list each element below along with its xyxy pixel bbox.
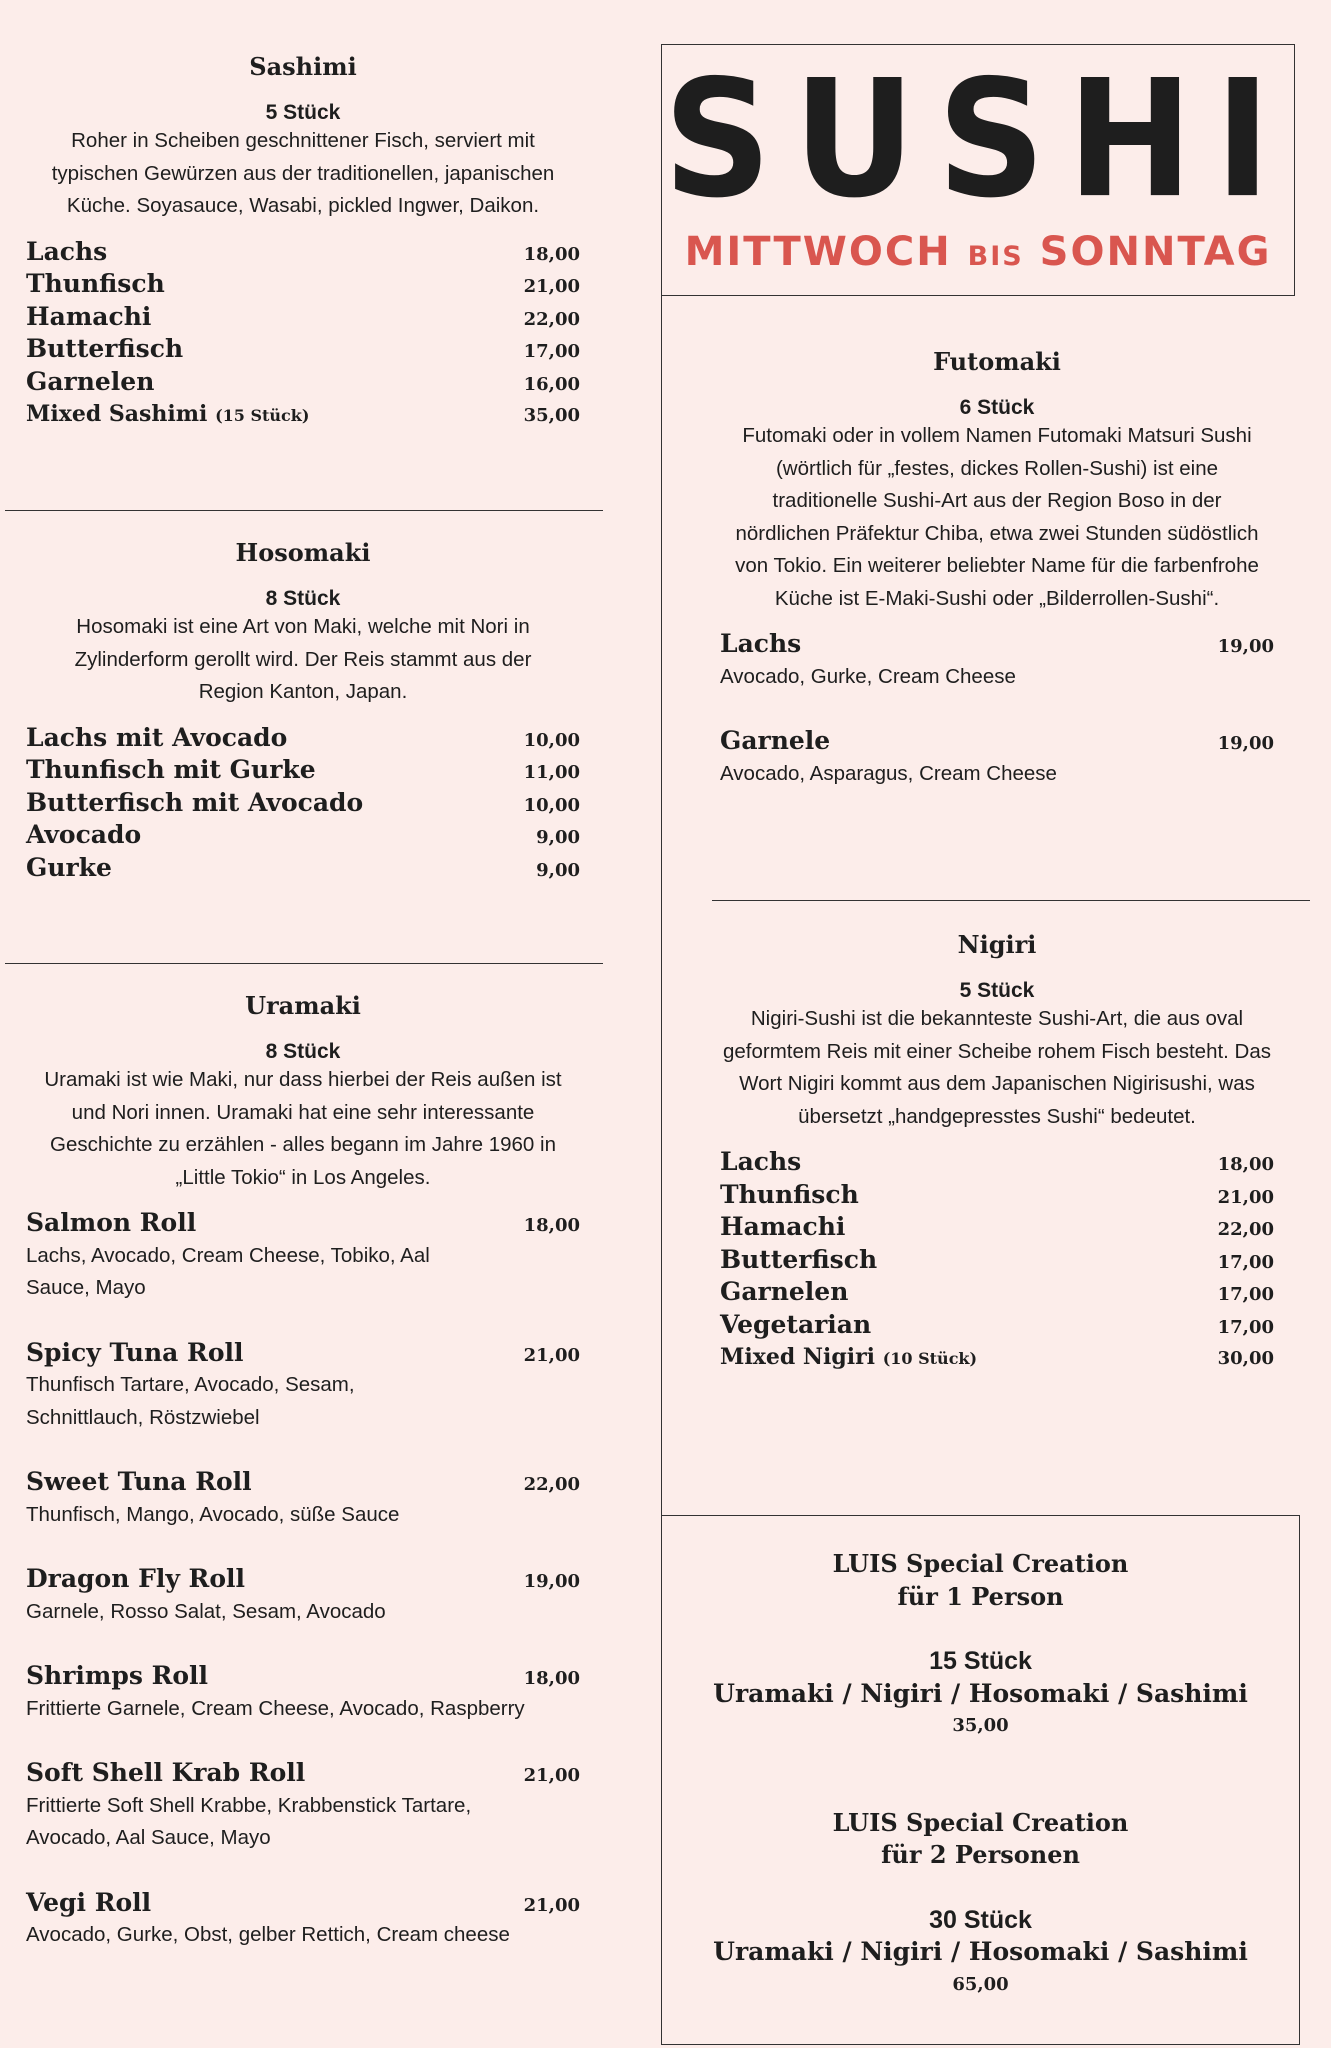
nigiri-section	[720, 930, 1274, 1374]
logo-sub-left: MITTWOCH	[684, 229, 952, 275]
menu-item	[26, 398, 580, 431]
menu-item	[26, 1563, 580, 1628]
item-price: 9,00	[536, 827, 580, 848]
item-name: Avocado	[26, 820, 142, 849]
menu-item	[26, 366, 580, 399]
special-subtitle: für 1 Person	[897, 1581, 1064, 1611]
item-name: Lachs	[720, 629, 802, 658]
section-description: Nigiri-Sushi ist die bekannteste Sushi-Art, die aus oval geformtem Reis mit einer Scheibe rohem Fisch besteht. Das Wort Nigiri kommt aus dem Japanischen Nigirisushi, was übersetzt „handgepresstes Sushi“ bedeutet.	[722, 1007, 1272, 1128]
item-price: 11,00	[523, 762, 580, 783]
section-description: Roher in Scheiben geschnittener Fisch, serviert mit typischen Gewürzen aus der traditionellen, japanischen Küche. Soyasauce, Wasabi, pickled Ingwer, Daikon.	[51, 129, 555, 217]
item-price: 17,00	[1217, 1316, 1274, 1338]
menu-item	[26, 819, 580, 852]
logo-title: SUSHI	[663, 46, 1293, 234]
uramaki-section	[26, 991, 580, 1952]
section-title: Futomaki	[933, 347, 1061, 376]
item-price: 22,00	[1217, 1219, 1274, 1240]
piece-count: 8 Stück	[265, 1040, 341, 1063]
divider	[5, 510, 603, 511]
logo-subtitle	[662, 229, 1294, 275]
item-name: Thunfisch mit Gurke	[26, 755, 316, 784]
menu-item	[26, 1337, 580, 1435]
item-price: 22,00	[523, 308, 580, 330]
item-name: Butterfisch	[26, 334, 184, 363]
section-description: Hosomaki ist eine Art von Maki, welche mit Nori in Zylinderform gerollt wird. Der Reis stammt aus der Region Kanton, Japan.	[74, 615, 532, 703]
logo-box	[661, 44, 1295, 296]
item-name: Lachs	[720, 1147, 802, 1176]
item-price: 10,00	[523, 729, 580, 751]
section-title: Sashimi	[249, 52, 357, 81]
menu-item	[720, 1244, 1274, 1277]
menu-item	[720, 725, 1274, 790]
special-title: LUIS Special Creation	[832, 1549, 1129, 1578]
item-description: Avocado, Asparagus, Cream Cheese	[720, 761, 1057, 785]
sashimi-section	[26, 52, 580, 431]
item-price: 22,00	[523, 1474, 580, 1495]
item-description: Frittierte Garnele, Cream Cheese, Avocado, Raspberry	[26, 1696, 525, 1720]
menu-item	[720, 1179, 1274, 1212]
item-name: Spicy Tuna Roll	[26, 1337, 244, 1367]
column-divider	[661, 294, 662, 1516]
item-name: Thunfisch	[720, 1179, 859, 1209]
item-name: Lachs	[26, 236, 108, 266]
special-count: 30 Stück	[929, 1905, 1032, 1934]
special-subtitle: für 2 Personen	[881, 1840, 1080, 1869]
item-name: Butterfisch	[720, 1244, 878, 1274]
special-count: 15 Stück	[929, 1647, 1032, 1675]
item-price: 18,00	[523, 243, 580, 265]
section-title: Nigiri	[957, 930, 1037, 959]
menu-item	[26, 236, 580, 269]
item-price: 18,00	[523, 1668, 580, 1689]
item-name: Hamachi	[720, 1212, 846, 1241]
item-price: 21,00	[523, 276, 580, 297]
piece-count: 6 Stück	[959, 396, 1035, 419]
futomaki-section	[720, 347, 1274, 790]
item-name: Gurke	[26, 852, 112, 882]
menu-item	[26, 722, 580, 755]
item-name: Dragon Fly Roll	[26, 1564, 246, 1593]
item-price: 16,00	[523, 373, 580, 395]
menu-item	[26, 1466, 580, 1531]
piece-count: 5 Stück	[265, 101, 341, 124]
item-name: Sweet Tuna Roll	[26, 1467, 252, 1496]
section-description: Futomaki oder in vollem Namen Futomaki Matsuri Sushi (wörtlich für „festes, dickes Rollen-Sushi) ist eine traditionelle Sushi-Art aus der Region Boso in der nördlichen Präfektur Chiba, etwa zwei Stunden südöstlich von Tokio. Ein weiterer beliebter Name für die farbenfrohe Küche ist E-Maki-Sushi oder „Bilderrollen-Sushi“.	[735, 424, 1259, 610]
item-name: Vegi Roll	[26, 1887, 152, 1917]
item-name: Butterfisch mit Avocado	[26, 787, 364, 817]
item-description: Frittierte Soft Shell Krabbe, Krabbenstick Tartare, Avocado, Aal Sauce, Mayo	[26, 1793, 472, 1849]
item-price: 21,00	[523, 1894, 580, 1916]
divider	[712, 900, 1310, 901]
menu-item	[26, 852, 580, 885]
menu-item	[26, 333, 580, 366]
item-price: 19,00	[1217, 636, 1274, 657]
item-note: (10 Stück)	[882, 1349, 978, 1368]
menu-item	[720, 628, 1274, 693]
logo-sub-right: SONNTAG	[1039, 229, 1272, 275]
hosomaki-section	[26, 538, 580, 884]
menu-item	[26, 787, 580, 820]
section-description: Uramaki ist wie Maki, nur dass hierbei der Reis außen ist und Nori innen. Uramaki hat eine sehr interessante Geschichte zu erzählen - alles begann im Jahre 1960 in „Little Tokio“ in Los Angeles.	[44, 1068, 562, 1189]
item-description: Thunfisch, Mango, Avocado, süße Sauce	[26, 1502, 400, 1526]
item-name: Vegetarian	[720, 1309, 872, 1339]
item-price: 18,00	[1217, 1154, 1274, 1175]
item-price: 17,00	[1217, 1284, 1274, 1305]
item-price: 21,00	[523, 1344, 580, 1366]
menu-item	[26, 268, 580, 301]
menu-item	[26, 1887, 580, 1952]
menu-item	[720, 1276, 1274, 1309]
item-description: Thunfisch Tartare, Avocado, Sesam, Schnittlauch, Röstzwiebel	[26, 1373, 355, 1429]
item-name: Garnelen	[26, 366, 155, 396]
item-description: Garnele, Rosso Salat, Sesam, Avocado	[26, 1599, 386, 1623]
special-types: Uramaki / Nigiri / Hosomaki / Sashimi	[713, 1678, 1248, 1708]
special-offer	[662, 1548, 1299, 1743]
item-note: (15 Stück)	[215, 406, 310, 425]
item-name: Garnele	[720, 726, 831, 755]
item-price: 21,00	[1217, 1186, 1274, 1208]
menu-item	[720, 1309, 1274, 1342]
item-name: Lachs mit Avocado	[26, 722, 288, 752]
item-price: 19,00	[1217, 733, 1274, 754]
divider	[5, 963, 603, 964]
menu-item	[26, 1660, 580, 1725]
item-name: Mixed Sashimi	[26, 401, 208, 427]
item-name: Soft Shell Krab Roll	[26, 1758, 306, 1787]
item-price: 17,00	[523, 341, 580, 362]
item-name: Shrimps Roll	[26, 1661, 209, 1690]
special-price: 65,00	[952, 1973, 1009, 1995]
menu-item	[720, 1341, 1274, 1374]
special-types: Uramaki / Nigiri / Hosomaki / Sashimi	[713, 1937, 1248, 1966]
item-price: 30,00	[1217, 1348, 1274, 1369]
item-name: Salmon Roll	[26, 1208, 197, 1237]
special-title: LUIS Special Creation	[832, 1807, 1129, 1837]
section-title: Hosomaki	[235, 538, 371, 567]
item-description: Avocado, Gurke, Obst, gelber Rettich, Cream cheese	[26, 1923, 510, 1946]
special-box	[661, 1515, 1300, 2045]
menu-item	[26, 754, 580, 787]
item-price: 9,00	[536, 859, 580, 881]
special-offer	[662, 1807, 1299, 2002]
item-description: Avocado, Gurke, Cream Cheese	[720, 664, 1016, 688]
piece-count: 8 Stück	[265, 587, 341, 610]
item-price: 17,00	[1217, 1251, 1274, 1273]
item-name: Hamachi	[26, 301, 152, 331]
item-name: Thunfisch	[26, 269, 165, 298]
piece-count: 5 Stück	[959, 979, 1035, 1002]
item-name: Mixed Nigiri	[720, 1344, 876, 1370]
item-price: 19,00	[523, 1571, 580, 1592]
item-price: 18,00	[523, 1215, 580, 1236]
menu-item	[26, 301, 580, 334]
menu-item	[26, 1207, 580, 1305]
menu-item	[720, 1146, 1274, 1179]
section-title: Uramaki	[245, 991, 361, 1020]
item-name: Garnelen	[720, 1277, 849, 1306]
menu-item	[720, 1211, 1274, 1244]
item-price: 10,00	[523, 794, 580, 816]
menu-item	[26, 1757, 580, 1855]
item-price: 35,00	[523, 405, 580, 426]
item-description: Lachs, Avocado, Cream Cheese, Tobiko, Aal Sauce, Mayo	[26, 1243, 430, 1299]
logo-sub-mid: BIS	[967, 241, 1024, 272]
item-price: 21,00	[523, 1765, 580, 1786]
special-price: 35,00	[952, 1715, 1009, 1736]
